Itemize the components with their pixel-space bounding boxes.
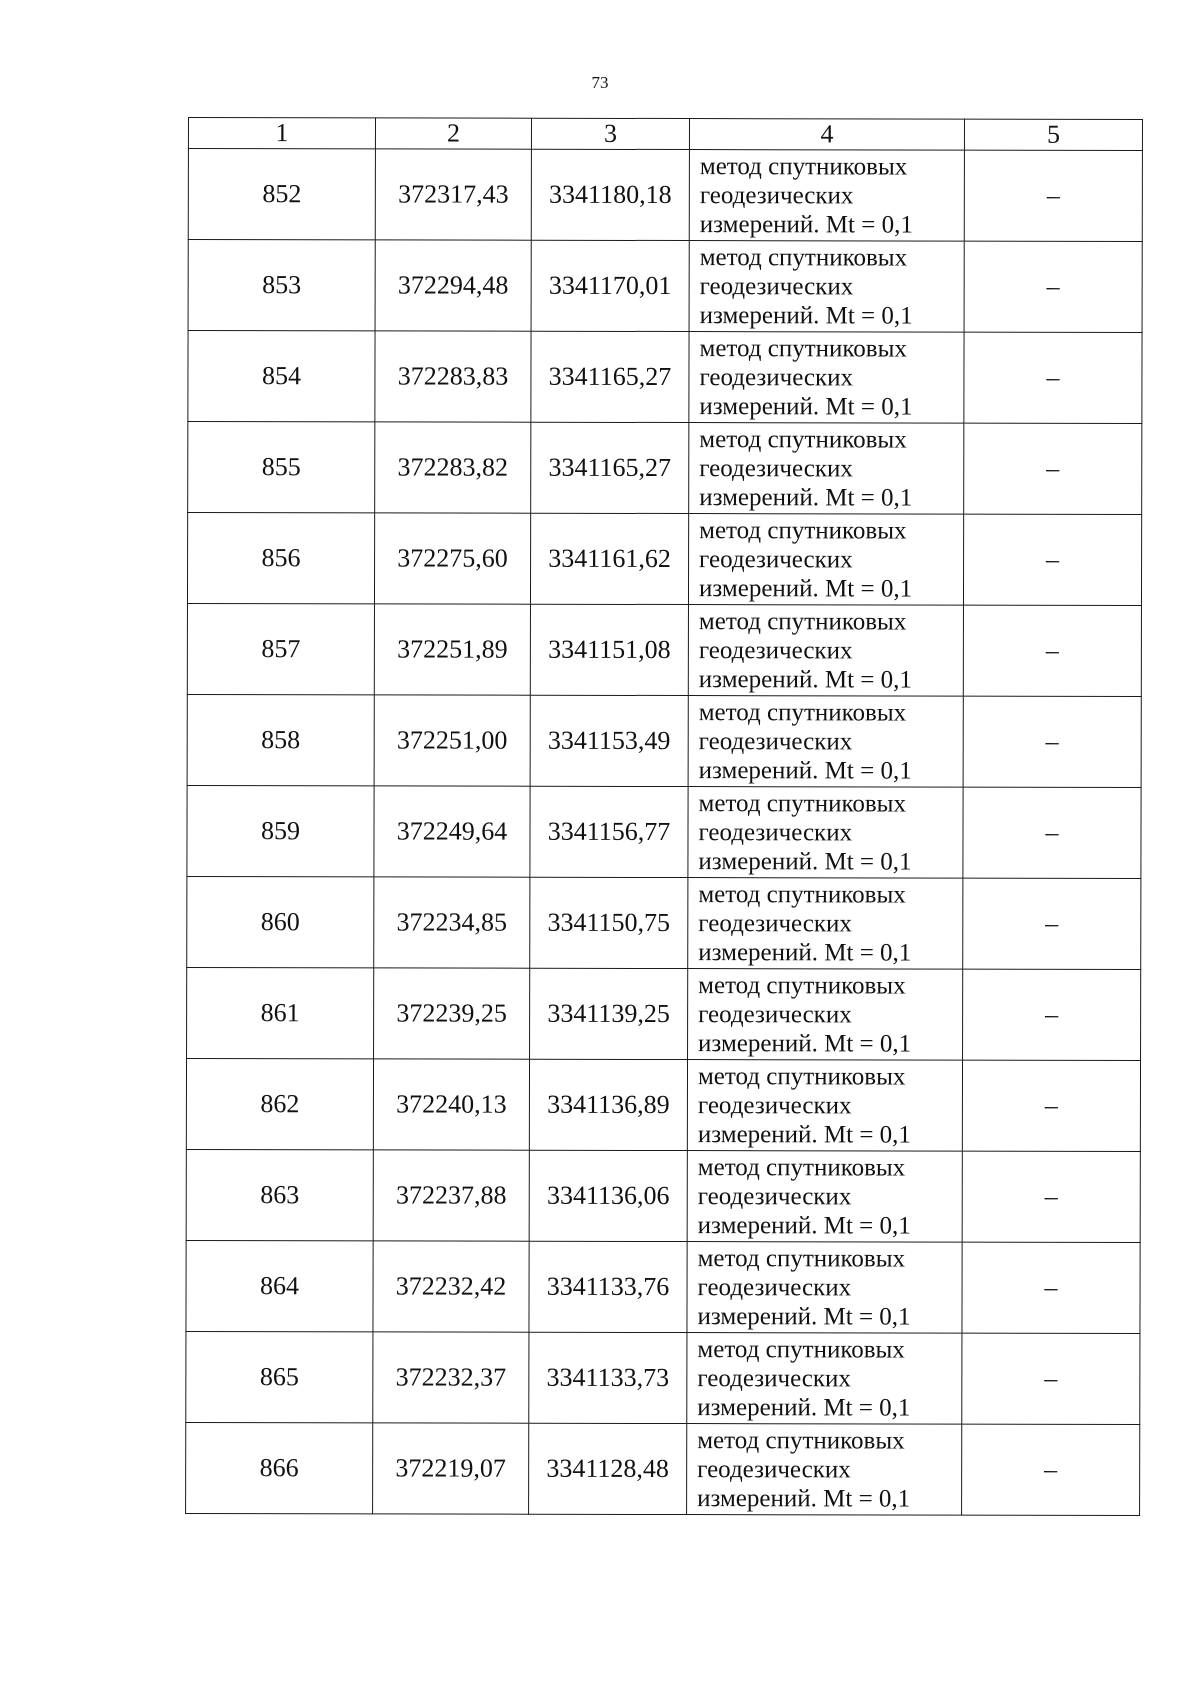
x-coordinate-cell: 372317,43 (375, 149, 531, 240)
method-line: измерений. Mt = 0,1 (698, 938, 912, 967)
note-cell: – (963, 878, 1141, 969)
point-number-cell: 862 (186, 1058, 373, 1149)
method-line: измерений. Mt = 0,1 (697, 1393, 911, 1422)
x-coordinate-cell: 372240,13 (373, 1059, 529, 1150)
note-cell: – (962, 1424, 1140, 1515)
method-line: измерений. Mt = 0,1 (698, 847, 912, 876)
method-line: геодезических (698, 727, 853, 755)
y-coordinate-cell: 3341150,75 (530, 877, 688, 968)
header-cell-3: 3 (531, 118, 689, 149)
y-coordinate-cell: 3341136,06 (529, 1150, 687, 1241)
y-coordinate-cell: 3341153,49 (530, 695, 688, 786)
note-cell: – (963, 696, 1141, 787)
y-coordinate-cell: 3341165,27 (531, 331, 689, 422)
point-number-cell: 860 (187, 876, 374, 967)
table-body (186, 149, 1143, 1516)
table-row (187, 967, 1141, 1060)
method-cell (689, 150, 964, 242)
method-line: геодезических (697, 1091, 852, 1119)
method-cell (688, 514, 963, 606)
y-coordinate-cell: 3341165,27 (531, 422, 689, 513)
method-line: геодезических (697, 1364, 851, 1392)
point-number-cell: 866 (186, 1422, 373, 1513)
method-line: геодезических (698, 636, 853, 664)
x-coordinate-cell: 372219,07 (373, 1423, 529, 1514)
x-coordinate-cell: 372239,25 (374, 968, 530, 1059)
method-cell (687, 1060, 962, 1152)
page-number: 73 (591, 73, 609, 92)
x-coordinate-cell: 372232,37 (373, 1332, 529, 1423)
method-line: геодезических (699, 545, 853, 573)
note-cell: – (964, 150, 1142, 241)
method-line: геодезических (697, 1455, 851, 1483)
method-line: метод спутниковых (698, 789, 906, 818)
method-line: геодезических (698, 818, 853, 846)
note-cell: – (962, 1151, 1140, 1242)
table-row (188, 240, 1142, 333)
note-cell: – (962, 1333, 1140, 1424)
method-cell (689, 241, 964, 333)
point-number-cell: 857 (187, 604, 374, 695)
method-cell (688, 878, 963, 970)
x-coordinate-cell: 372294,48 (375, 240, 531, 331)
method-line: геодезических (699, 363, 854, 391)
note-cell: – (963, 514, 1141, 605)
note-cell: – (962, 1242, 1140, 1333)
table-row (187, 513, 1141, 606)
method-line: метод спутниковых (699, 243, 908, 272)
point-number-cell: 855 (188, 422, 375, 513)
method-line: геодезических (697, 1273, 852, 1301)
y-coordinate-cell: 3341128,48 (529, 1423, 687, 1514)
table-row (188, 422, 1142, 515)
method-line: метод спутниковых (698, 880, 906, 909)
point-number-cell: 853 (188, 240, 375, 331)
header-cell-4: 4 (689, 119, 964, 151)
table-row (187, 785, 1141, 878)
note-cell: – (962, 1060, 1140, 1151)
note-cell: – (963, 605, 1141, 696)
point-number-cell: 854 (188, 331, 375, 422)
note-cell: – (964, 423, 1142, 514)
method-line: метод спутниковых (699, 334, 907, 363)
method-line: измерений. Mt = 0,1 (697, 1484, 911, 1513)
method-line: измерений. Mt = 0,1 (699, 301, 913, 330)
y-coordinate-cell: 3341151,08 (530, 604, 688, 695)
table-row (186, 1331, 1140, 1424)
method-line: измерений. Mt = 0,1 (699, 483, 913, 512)
table-row (186, 1422, 1140, 1515)
y-coordinate-cell: 3341139,25 (530, 968, 688, 1059)
method-line: метод спутниковых (697, 1335, 905, 1364)
x-coordinate-cell: 372283,83 (375, 331, 531, 422)
method-line: измерений. Mt = 0,1 (698, 574, 913, 603)
method-line: геодезических (699, 272, 854, 300)
note-cell: – (964, 241, 1142, 332)
method-line: геодезических (699, 181, 854, 209)
method-line: метод спутниковых (697, 1153, 906, 1182)
method-line: геодезических (697, 1182, 852, 1210)
table-row (186, 1058, 1140, 1151)
point-number-cell: 865 (186, 1331, 373, 1422)
method-line: измерений. Mt = 0,1 (699, 392, 913, 421)
method-cell (688, 605, 963, 697)
table-row (186, 1240, 1140, 1333)
x-coordinate-cell: 372283,82 (375, 422, 531, 513)
y-coordinate-cell: 3341133,73 (529, 1332, 687, 1423)
method-line: измерений. Mt = 0,1 (697, 1211, 911, 1240)
y-coordinate-cell: 3341161,62 (530, 513, 688, 604)
header-row (188, 118, 1142, 151)
point-number-cell: 856 (187, 513, 374, 604)
method-line: метод спутниковых (698, 607, 907, 636)
method-cell (687, 1151, 962, 1243)
method-line: метод спутниковых (697, 1062, 906, 1091)
point-number-cell: 863 (186, 1149, 373, 1240)
point-number-cell: 864 (186, 1240, 373, 1331)
note-cell: – (964, 332, 1142, 423)
point-number-cell: 859 (187, 785, 374, 876)
method-line: геодезических (698, 909, 852, 937)
method-line: геодезических (699, 454, 853, 482)
method-cell (687, 1333, 962, 1425)
table-header (188, 118, 1142, 151)
method-line: измерений. Mt = 0,1 (698, 1029, 912, 1058)
method-line: метод спутниковых (697, 1244, 906, 1273)
x-coordinate-cell: 372234,85 (374, 877, 530, 968)
method-cell (688, 787, 963, 879)
method-line: измерений. Mt = 0,1 (699, 210, 913, 239)
method-cell (687, 1424, 962, 1516)
table-row (187, 876, 1141, 969)
method-cell (687, 1242, 962, 1334)
point-number-cell: 858 (187, 694, 374, 785)
y-coordinate-cell: 3341156,77 (530, 786, 688, 877)
point-number-cell: 861 (187, 967, 374, 1058)
method-line: метод спутниковых (699, 152, 908, 181)
y-coordinate-cell: 3341133,76 (529, 1241, 687, 1332)
method-cell (688, 969, 963, 1061)
note-cell: – (963, 787, 1141, 878)
y-coordinate-cell: 3341136,89 (529, 1059, 687, 1150)
table-row (187, 604, 1141, 697)
table-row (188, 331, 1142, 424)
method-line: геодезических (698, 1000, 852, 1028)
table-row (188, 149, 1142, 242)
method-line: метод спутниковых (698, 971, 906, 1000)
x-coordinate-cell: 372251,89 (374, 604, 530, 695)
coordinates-table (185, 117, 1143, 1516)
method-line: измерений. Mt = 0,1 (697, 1120, 911, 1149)
method-line: метод спутниковых (697, 1426, 905, 1455)
header-cell-5: 5 (964, 119, 1142, 150)
y-coordinate-cell: 3341180,18 (531, 149, 689, 240)
method-cell (688, 696, 963, 788)
method-line: измерений. Mt = 0,1 (697, 1302, 911, 1331)
header-cell-1: 1 (188, 118, 375, 149)
y-coordinate-cell: 3341170,01 (531, 240, 689, 331)
method-line: метод спутниковых (699, 425, 907, 454)
note-cell: – (963, 969, 1141, 1060)
x-coordinate-cell: 372251,00 (374, 695, 530, 786)
method-line: измерений. Mt = 0,1 (698, 665, 912, 694)
x-coordinate-cell: 372249,64 (374, 786, 530, 877)
x-coordinate-cell: 372232,42 (373, 1241, 529, 1332)
method-line: измерений. Mt = 0,1 (698, 756, 912, 785)
x-coordinate-cell: 372237,88 (373, 1150, 529, 1241)
table-row (186, 1149, 1140, 1242)
method-cell (689, 423, 964, 515)
method-cell (689, 332, 964, 424)
method-line: метод спутниковых (698, 698, 907, 727)
table-row (187, 694, 1141, 787)
x-coordinate-cell: 372275,60 (374, 513, 530, 604)
method-line: метод спутниковых (699, 516, 907, 545)
header-cell-2: 2 (375, 118, 531, 149)
point-number-cell: 852 (188, 149, 375, 240)
